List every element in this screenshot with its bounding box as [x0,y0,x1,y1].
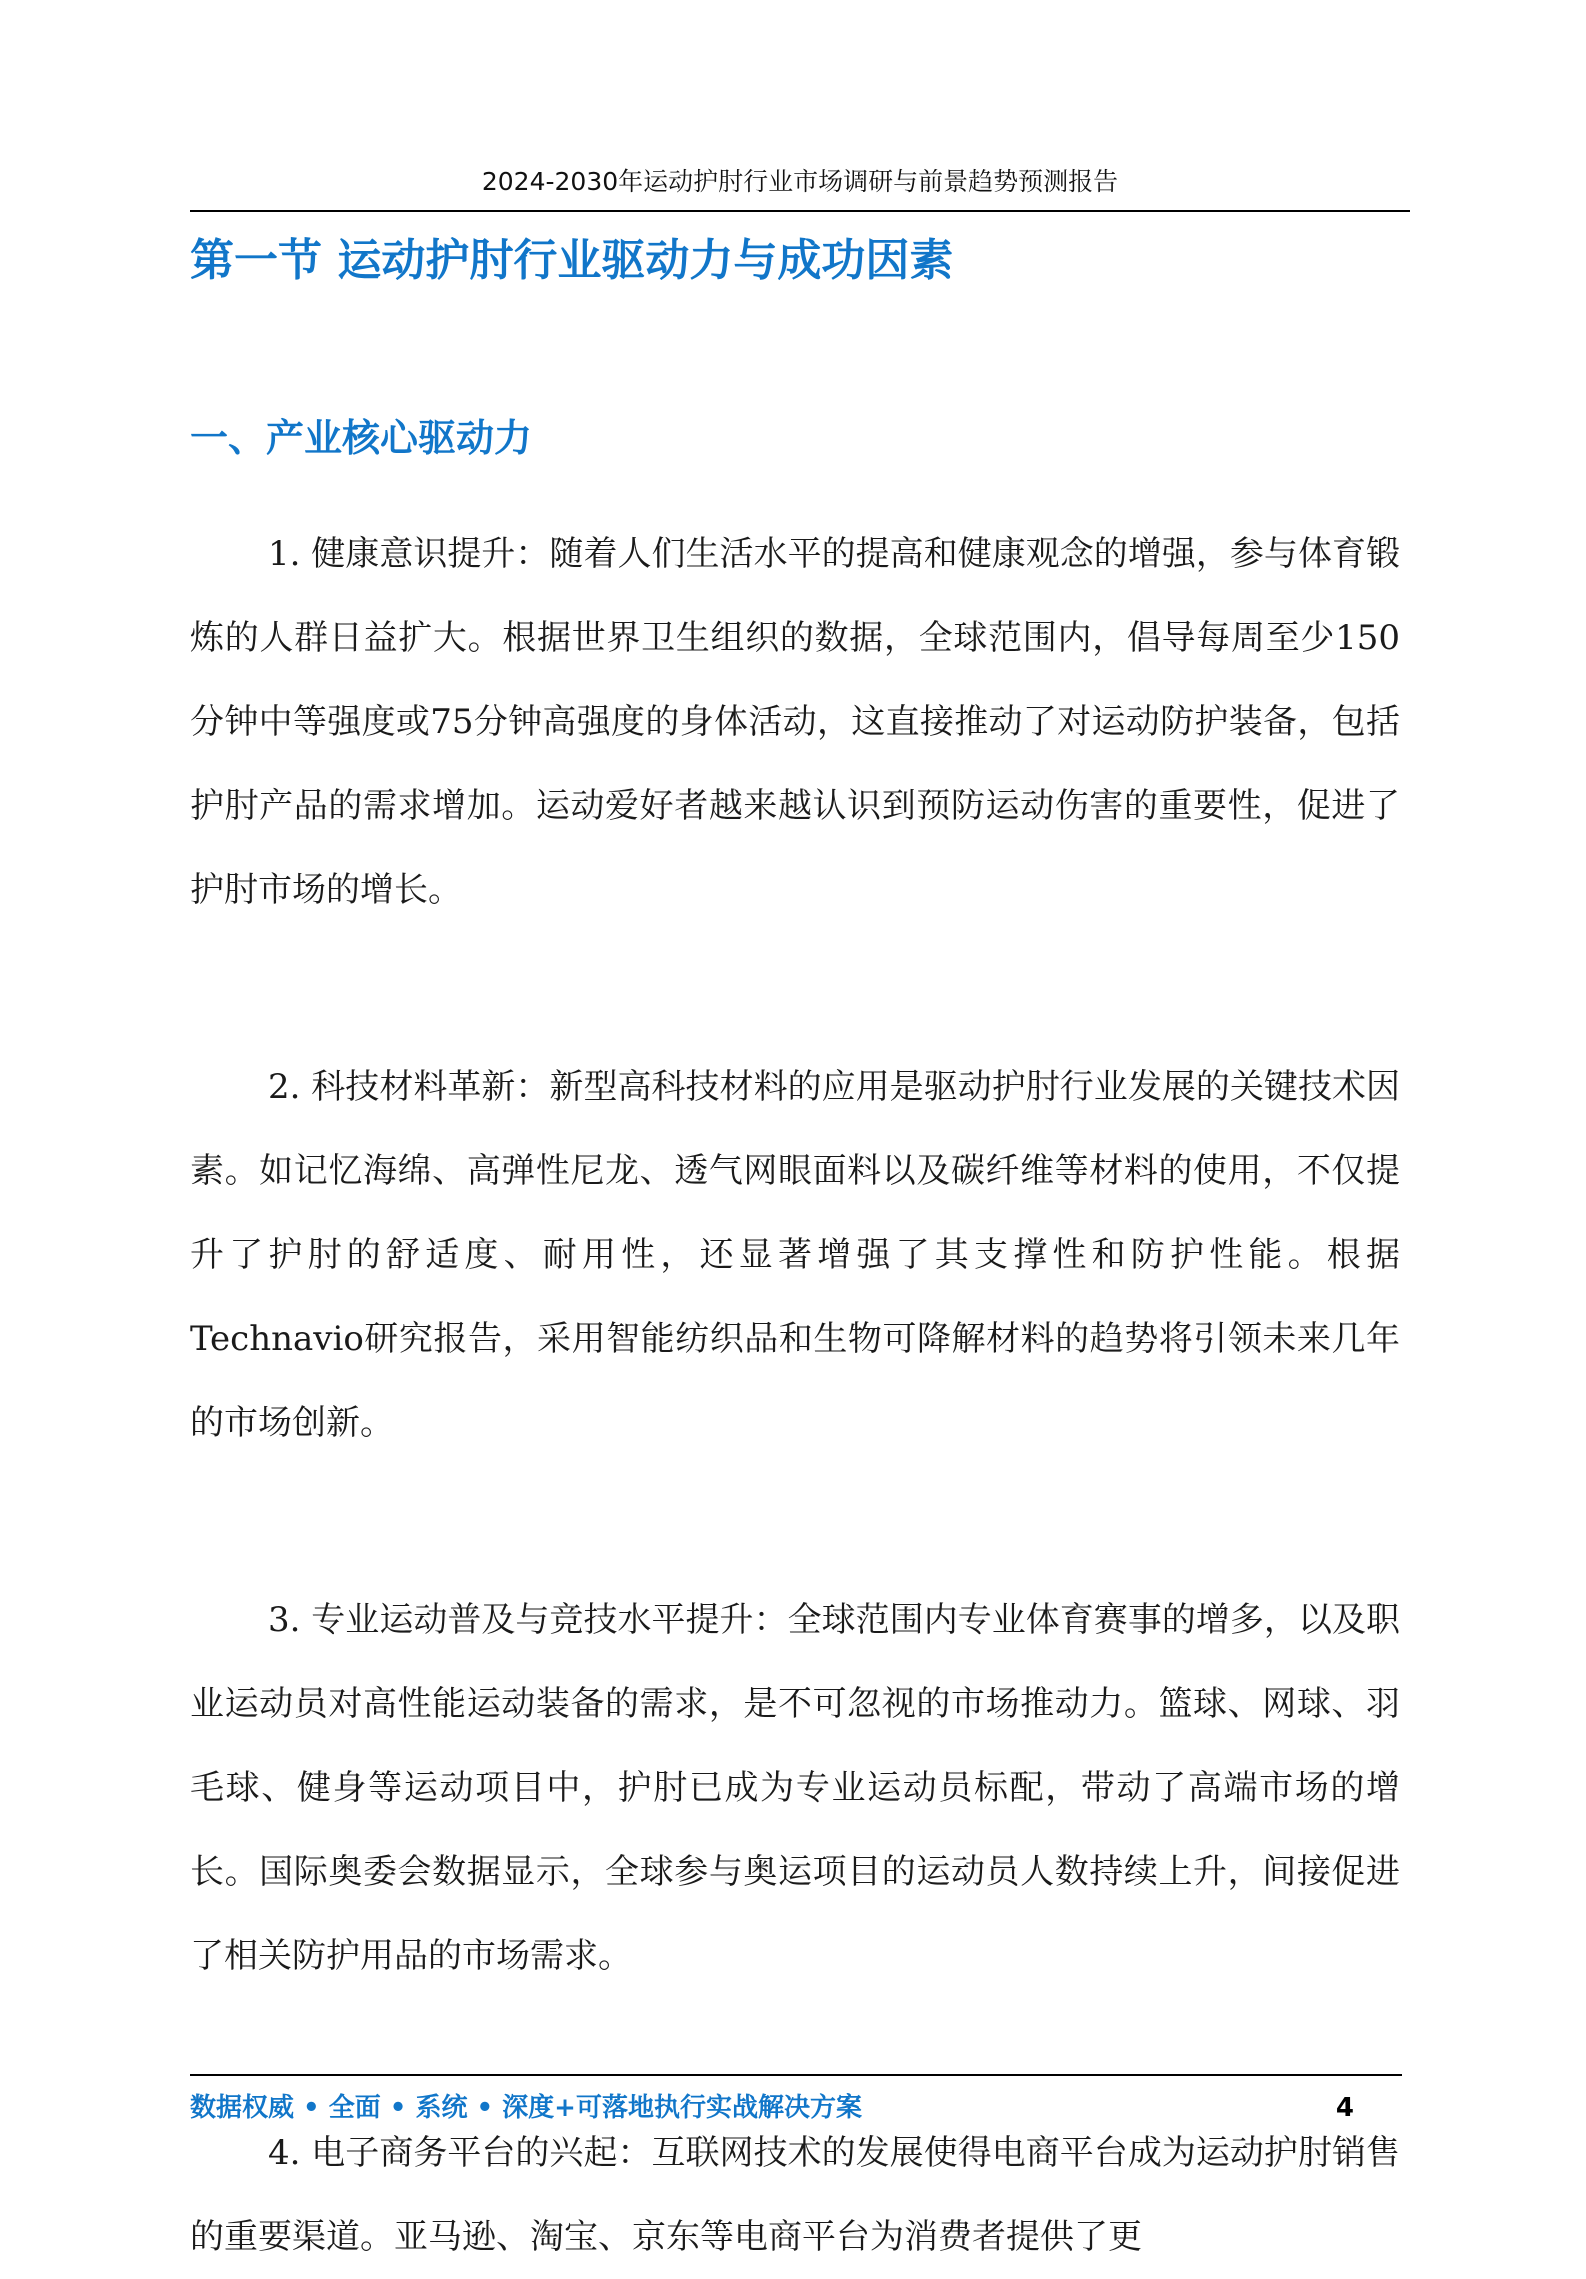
paragraph-health-awareness: 1. 健康意识提升：随着人们生活水平的提高和健康观念的增强，参与体育锻炼的人群日益扩大。根据世界卫生组织的数据，全球范围内，倡导每周至少150分钟中等强度或75分钟高强度的身体活动，这直接推动了对运动防护装备，包括护肘产品的需求增加。运动爱好者越来越认识到预防运动伤害的重要性，促进了护肘市场的增长。 [190,534,1400,910]
subsection-title: 一、产业核心驱动力 [190,416,533,460]
footer-slogan: 数据权威 • 全面 • 系统 • 深度+可落地执行实战解决方案 [190,2093,862,2123]
body-text [190,512,1400,2279]
paragraph-material-innovation: 2. 科技材料革新：新型高科技材料的应用是驱动护肘行业发展的关键技术因素。如记忆海绵、高弹性尼龙、透气网眼面料以及碳纤维等材料的使用，不仅提升了护肘的舒适度、耐用性，还显著增强了其支撑性和防护性能。根据Technavio研究报告，采用智能纺织品和生物可降解材料的趋势将引领未来几年的市场创新。 [190,1067,1400,1443]
section-title: 第一节 运动护肘行业驱动力与成功因素 [190,235,954,286]
page-footer [190,2074,1402,2136]
report-title: 2024-2030年运动护肘行业市场调研与前景趋势预测报告 [481,167,1119,196]
paragraph-ecommerce: 4. 电子商务平台的兴起：互联网技术的发展使得电商平台成为运动护肘销售的重要渠道。亚马逊、淘宝、京东等电商平台为消费者提供了更 [190,2133,1400,2257]
paragraph-professional-sports: 3. 专业运动普及与竞技水平提升：全球范围内专业体育赛事的增多，以及职业运动员对高性能运动装备的需求，是不可忽视的市场推动力。篮球、网球、羽毛球、健身等运动项目中，护肘已成为专业运动员标配，带动了高端市场的增长。国际奥委会数据显示，全球参与奥运项目的运动员人数持续上升，间接促进了相关防护用品的市场需求。 [190,1600,1400,1976]
page-number: 4 [1335,2093,1354,2123]
page-header [190,160,1410,212]
